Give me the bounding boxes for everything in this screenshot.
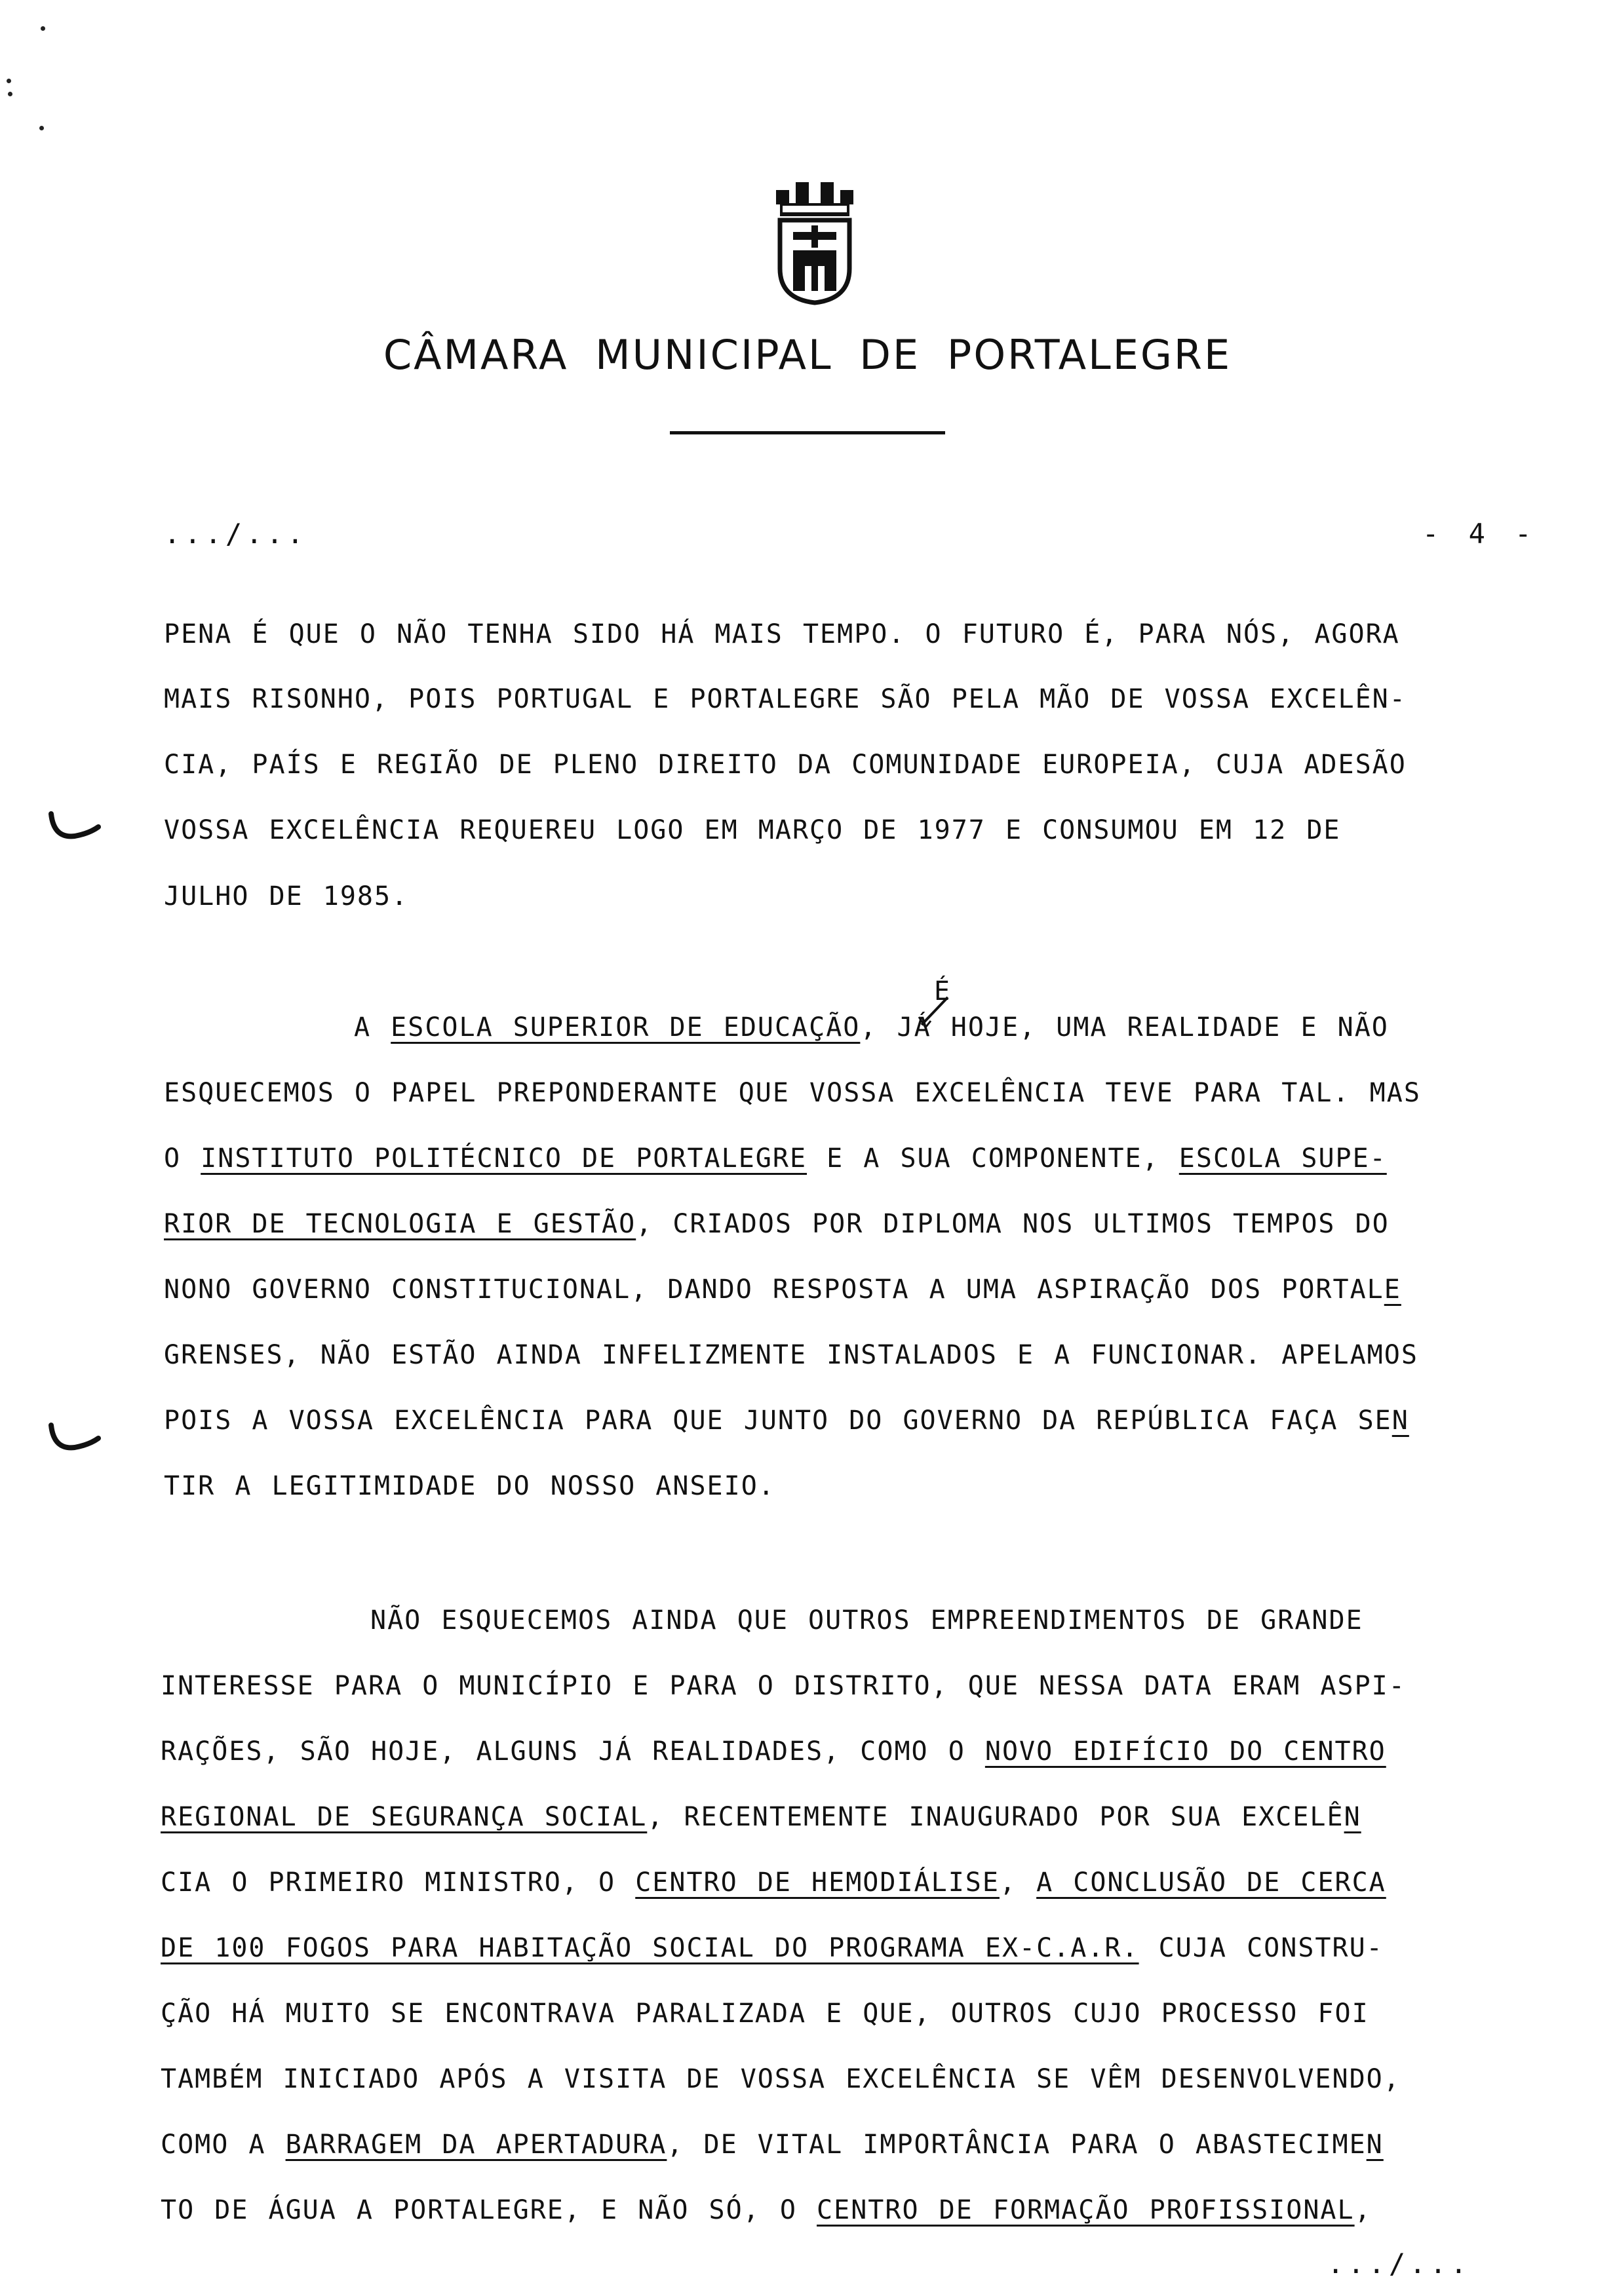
text-line xyxy=(0,1340,1615,1379)
text-segment: TAMBÉM INICIADO APÓS A VISITA DE VOSSA EXCELÊNCIA SE VÊM DESENVOLVENDO, xyxy=(161,2064,1401,2094)
text-line xyxy=(0,619,1615,659)
text-line xyxy=(0,2130,1615,2169)
scan-speck xyxy=(7,79,11,83)
page-title: CÂMARA MUNICIPAL DE PORTALEGRE xyxy=(383,331,1232,379)
text-line xyxy=(0,1802,1615,1841)
underlined-text: N xyxy=(1391,1406,1409,1436)
text-segment: COMO A xyxy=(161,2130,286,2160)
page-number: - 4 - xyxy=(1422,518,1538,550)
header-divider xyxy=(670,431,945,434)
text-segment: JULHO DE 1985. xyxy=(164,881,409,911)
text-segment: POIS A VOSSA EXCELÊNCIA PARA QUE JUNTO DO GOVERNO DA REPÚBLICA FAÇA SE xyxy=(164,1406,1392,1436)
text-segment: CIA, PAÍS E REGIÃO DE PLENO DIREITO DA COMUNIDADE EUROPEIA, CUJA ADESÃO xyxy=(164,750,1407,780)
text-line xyxy=(0,2195,1615,2234)
text-segment: NONO GOVERNO CONSTITUCIONAL, DANDO RESPOSTA A UMA ASPIRAÇÃO DOS PORTAL xyxy=(164,1274,1384,1305)
text-segment: NÃO ESQUECEMOS AINDA QUE OUTROS EMPREENDIMENTOS DE GRANDE xyxy=(370,1605,1363,1636)
text-line xyxy=(0,1867,1615,1907)
text-line xyxy=(0,815,1615,854)
underlined-text: BARRAGEM DA APERTADURA xyxy=(285,2130,667,2160)
text-line xyxy=(0,1143,1615,1183)
text-line xyxy=(0,1406,1615,1445)
underlined-text: ESCOLA SUPERIOR DE EDUCAÇÃO xyxy=(391,1012,861,1043)
underlined-text: N xyxy=(1344,1802,1361,1832)
text-segment: VOSSA EXCELÊNCIA REQUEREU LOGO EM MARÇO DE 1977 E CONSUMOU EM 12 DE xyxy=(164,815,1341,845)
text-segment: CUJA CONSTRU- xyxy=(1138,1933,1384,1963)
text-segment: MAIS RISONHO, POIS PORTUGAL E PORTALEGRE SÃO PELA MÃO DE VOSSA EXCELÊN- xyxy=(164,684,1407,714)
text-line xyxy=(0,1671,1615,1710)
text-line xyxy=(0,750,1615,789)
text-line xyxy=(0,1933,1615,1972)
text-line xyxy=(0,1471,1615,1510)
text-segment: E A SUA COMPONENTE, xyxy=(807,1143,1179,1174)
scan-speck xyxy=(8,92,12,96)
text-segment: , xyxy=(999,1867,1037,1898)
text-segment: TO DE ÁGUA A PORTALEGRE, E NÃO SÓ, O xyxy=(161,2195,817,2225)
text-segment: O xyxy=(164,1143,201,1174)
continuation-marker-bottom: .../... xyxy=(1327,2248,1471,2280)
text-segment: , CRIADOS POR DIPLOMA NOS ULTIMOS TEMPOS DO xyxy=(636,1209,1390,1239)
text-segment: , xyxy=(1354,2195,1372,2225)
text-segment: , DE VITAL IMPORTÂNCIA PARA O ABASTECIME xyxy=(667,2130,1367,2160)
text-segment: GRENSES, NÃO ESTÃO AINDA INFELIZMENTE INSTALADOS E A FUNCIONAR. APELAMOS xyxy=(164,1340,1418,1370)
text-line xyxy=(0,881,1615,921)
underlined-text: DE 100 FOGOS PARA HABITAÇÃO SOCIAL DO PROGRAMA EX-C.A.R. xyxy=(161,1933,1139,1963)
underlined-text: E xyxy=(1384,1274,1401,1305)
text-line xyxy=(0,1605,1615,1645)
text-segment: CIA O PRIMEIRO MINISTRO, O xyxy=(161,1867,636,1898)
text-segment: , JÁ HOJE, UMA REALIDADE E NÃO xyxy=(860,1012,1389,1043)
scan-speck xyxy=(41,26,45,31)
handwritten-insertion: É xyxy=(934,976,950,1006)
text-line xyxy=(0,684,1615,723)
scan-speck xyxy=(39,126,44,130)
text-segment: ESQUECEMOS O PAPEL PREPONDERANTE QUE VOSSA EXCELÊNCIA TEVE PARA TAL. MAS xyxy=(164,1078,1421,1108)
underlined-text: CENTRO DE HEMODIÁLISE xyxy=(635,1867,1000,1898)
text-line xyxy=(0,1736,1615,1776)
text-line xyxy=(0,1999,1615,2038)
text-line xyxy=(0,1012,1615,1052)
text-line xyxy=(0,1209,1615,1248)
text-segment: PENA É QUE O NÃO TENHA SIDO HÁ MAIS TEMPO. O FUTURO É, PARA NÓS, AGORA xyxy=(164,619,1400,649)
text-segment: INTERESSE PARA O MUNICÍPIO E PARA O DISTRITO, QUE NESSA DATA ERAM ASPI- xyxy=(161,1671,1406,1701)
text-segment: RAÇÕES, SÃO HOJE, ALGUNS JÁ REALIDADES, COMO O xyxy=(161,1736,985,1767)
text-segment: ÇÃO HÁ MUITO SE ENCONTRAVA PARALIZADA E QUE, OUTROS CUJO PROCESSO FOI xyxy=(161,1999,1369,2029)
text-segment: A xyxy=(354,1012,391,1043)
text-segment: , RECENTEMENTE INAUGURADO POR SUA EXCELÊ xyxy=(647,1802,1344,1832)
underlined-text: A CONCLUSÃO DE CERCA xyxy=(1036,1867,1386,1898)
coat-of-arms-icon xyxy=(767,177,863,305)
underlined-text: RIOR DE TECNOLOGIA E GESTÃO xyxy=(164,1209,636,1239)
text-segment: TIR A LEGITIMIDADE DO NOSSO ANSEIO. xyxy=(164,1471,775,1501)
text-line xyxy=(0,2064,1615,2103)
underlined-text: ESCOLA SUPE- xyxy=(1178,1143,1387,1174)
underlined-text: CENTRO DE FORMAÇÃO PROFISSIONAL xyxy=(817,2195,1355,2225)
text-line xyxy=(0,1078,1615,1117)
underlined-text: REGIONAL DE SEGURANÇA SOCIAL xyxy=(161,1802,648,1832)
continuation-marker-top: .../... xyxy=(164,518,308,550)
text-line xyxy=(0,1274,1615,1314)
underlined-text: NOVO EDIFÍCIO DO CENTRO xyxy=(984,1736,1386,1767)
underlined-text: INSTITUTO POLITÉCNICO DE PORTALEGRE xyxy=(201,1143,808,1174)
underlined-text: N xyxy=(1366,2130,1384,2160)
